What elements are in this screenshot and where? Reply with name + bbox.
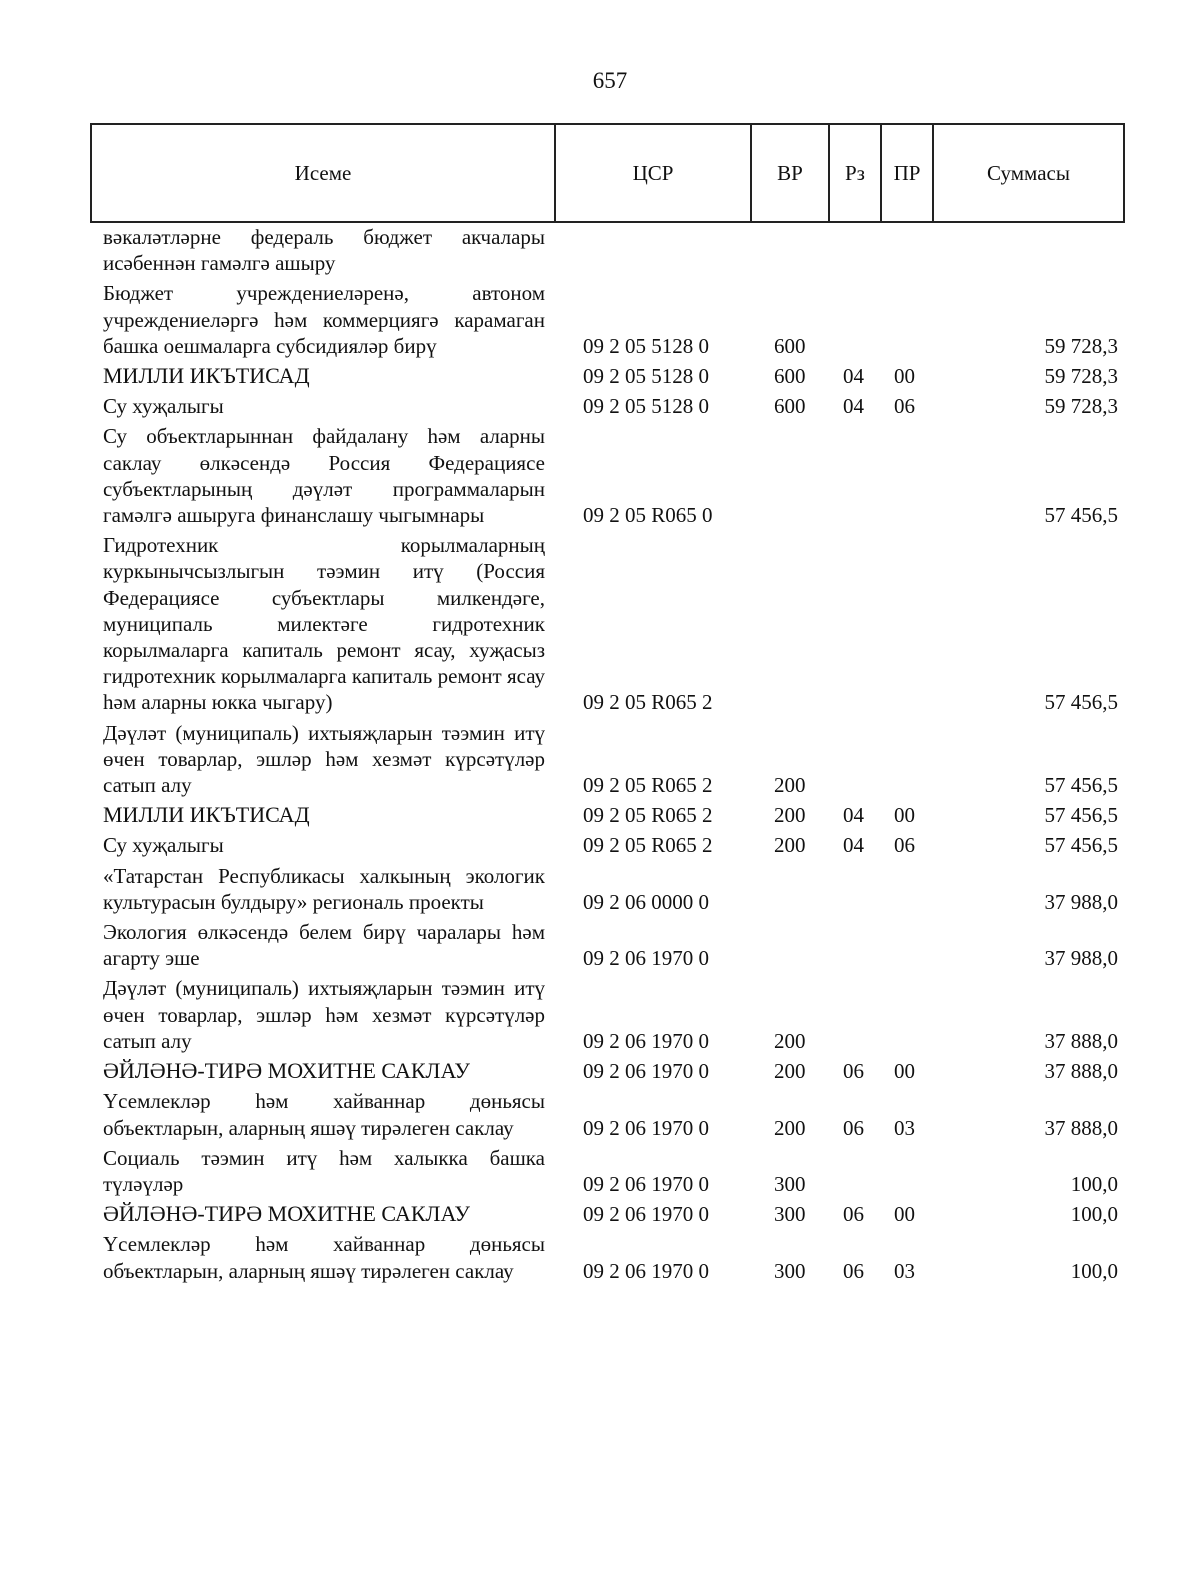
row-sum: 100,0 <box>1070 1258 1118 1283</box>
row-csr: 09 2 05 5128 0 <box>583 333 709 358</box>
row-name: ӘЙЛӘНӘ-ТИРӘ МОХИТНЕ САКЛАУ <box>103 1058 470 1084</box>
row-name: Үсемлекләр һәм хайваннар дөньясы объектларын, аларның яшәү тирәлеген саклау <box>103 1232 545 1283</box>
header-sum: Суммасы <box>987 160 1070 185</box>
row-csr: 09 2 05 R065 0 <box>583 503 713 528</box>
row-name: Бюджет учреждениеләренә, автоном учреждениеләргә һәм коммерциягә карамаган башка оешмаларга субсидияләр бирү <box>103 281 545 358</box>
table-row <box>0 1145 1200 1197</box>
row-pr: 06 <box>894 833 915 858</box>
row-name: «Татарстан Республикасы халкының экологик культурасын булдыру» региональ проекты <box>103 863 545 914</box>
row-csr: 09 2 06 1970 0 <box>583 1171 709 1196</box>
row-name: Су объектларыннан файдалану һәм аларны саклау өлкәсендә Россия Федерациясе субъектларының дәүләт программаларын гамәлгә ашыруга финанслашу чыгымнары <box>103 424 545 528</box>
page-number: 657 <box>592 68 628 93</box>
row-rz: 04 <box>843 833 864 858</box>
row-name: Гидротехник корылмаларның куркынычсызлыгын тәэмин итү (Россия Федерациясе субъектлары милкендәге, муниципаль милектәге гидротехник корылмаларга капиталь ремонт ясау, хуҗасыз гидротехник корылмаларга капиталь ремонт ясау һәм аларны юкка чыгару) <box>103 533 545 715</box>
row-vr: 600 <box>774 364 806 389</box>
row-sum: 37 888,0 <box>1044 1115 1118 1140</box>
table-row <box>0 802 1200 828</box>
row-sum: 59 728,3 <box>1044 364 1118 389</box>
row-csr: 09 2 05 R065 2 <box>583 803 713 828</box>
row-csr: 09 2 06 1970 0 <box>583 1028 709 1053</box>
row-name: Су хуҗалыгы <box>103 833 224 858</box>
row-pr: 06 <box>894 394 915 419</box>
row-rz: 06 <box>843 1059 864 1084</box>
row-name: Дәүләт (муниципаль) ихтыяҗларын тәэмин итү өчен товарлар, эшләр һәм хезмәт күрсәтүләр сатып алу <box>103 720 545 798</box>
header-pr: ПР <box>882 125 934 221</box>
row-rz: 04 <box>843 803 864 828</box>
row-vr: 200 <box>774 773 806 798</box>
row-vr: 600 <box>774 333 806 358</box>
table-row <box>0 919 1200 971</box>
row-csr: 09 2 05 R065 2 <box>583 833 713 858</box>
row-sum: 57 456,5 <box>1044 690 1118 715</box>
header-csr: ЦСР <box>556 125 752 221</box>
row-sum: 37 988,0 <box>1044 889 1118 914</box>
header-rz: Рз <box>830 125 882 221</box>
row-csr: 09 2 06 1970 0 <box>583 1115 709 1140</box>
row-name: вәкаләтләрне федераль бюджет акчалары исәбеннән гамәлгә ашыру <box>103 225 545 276</box>
row-vr: 200 <box>774 833 806 858</box>
row-name: МИЛЛИ ИКЪТИСАД <box>103 363 310 389</box>
table-row <box>0 280 1200 359</box>
table-body <box>0 224 1200 1288</box>
row-vr: 300 <box>774 1171 806 1196</box>
row-csr: 09 2 05 R065 2 <box>583 773 713 798</box>
table-row <box>0 863 1200 915</box>
header-vr: ВР <box>752 125 830 221</box>
row-vr: 300 <box>774 1258 806 1283</box>
table-row <box>0 224 1200 276</box>
row-sum: 57 456,5 <box>1044 803 1118 828</box>
row-csr: 09 2 06 1970 0 <box>583 1258 709 1283</box>
row-csr: 09 2 06 0000 0 <box>583 889 709 914</box>
row-pr: 00 <box>894 1202 915 1227</box>
row-pr: 00 <box>894 803 915 828</box>
row-name: Су хуҗалыгы <box>103 394 224 419</box>
row-sum: 37 888,0 <box>1044 1028 1118 1053</box>
row-name: Дәүләт (муниципаль) ихтыяҗларын тәэмин итү өчен товарлар, эшләр һәм хезмәт күрсәтүләр сатып алу <box>103 976 545 1053</box>
row-sum: 100,0 <box>1070 1202 1118 1227</box>
row-name: Экология өлкәсендә белем бирү чаралары һәм агарту эше <box>103 920 545 971</box>
row-name: Социаль тәэмин итү һәм халыкка башка түләүләр <box>103 1145 545 1196</box>
table-row <box>0 1231 1200 1283</box>
row-sum: 37 888,0 <box>1044 1059 1118 1084</box>
row-rz: 06 <box>843 1115 864 1140</box>
row-csr: 09 2 05 5128 0 <box>583 364 709 389</box>
table-row <box>0 1201 1200 1227</box>
row-name: МИЛЛИ ИКЪТИСАД <box>103 802 310 828</box>
row-vr: 200 <box>774 1059 806 1084</box>
row-sum: 59 728,3 <box>1044 333 1118 358</box>
table-row <box>0 532 1200 715</box>
row-vr: 200 <box>774 1028 806 1053</box>
row-vr: 200 <box>774 1115 806 1140</box>
table-row <box>0 720 1200 799</box>
table-row <box>0 975 1200 1054</box>
row-sum: 100,0 <box>1070 1171 1118 1196</box>
table-row <box>0 832 1200 858</box>
row-sum: 57 456,5 <box>1044 503 1118 528</box>
row-csr: 09 2 05 5128 0 <box>583 394 709 419</box>
row-pr: 03 <box>894 1115 915 1140</box>
row-sum: 37 988,0 <box>1044 946 1118 971</box>
table-row <box>0 1088 1200 1140</box>
row-csr: 09 2 05 R065 2 <box>583 690 713 715</box>
table-row <box>0 423 1200 528</box>
row-rz: 06 <box>843 1258 864 1283</box>
row-csr: 09 2 06 1970 0 <box>583 1202 709 1227</box>
row-csr: 09 2 06 1970 0 <box>583 1059 709 1084</box>
row-vr: 200 <box>774 803 806 828</box>
row-sum: 59 728,3 <box>1044 394 1118 419</box>
row-name: ӘЙЛӘНӘ-ТИРӘ МОХИТНЕ САКЛАУ <box>103 1201 470 1227</box>
header-name: Исеме <box>92 125 556 221</box>
row-csr: 09 2 06 1970 0 <box>583 946 709 971</box>
row-pr: 00 <box>894 1059 915 1084</box>
row-rz: 04 <box>843 364 864 389</box>
row-sum: 57 456,5 <box>1044 773 1118 798</box>
table-row <box>0 393 1200 419</box>
row-name: Үсемлекләр һәм хайваннар дөньясы объектларын, аларның яшәү тирәлеген саклау <box>103 1089 545 1140</box>
table-row <box>0 363 1200 389</box>
row-pr: 03 <box>894 1258 915 1283</box>
row-sum: 57 456,5 <box>1044 833 1118 858</box>
row-rz: 06 <box>843 1202 864 1227</box>
row-pr: 00 <box>894 364 915 389</box>
table-header <box>90 123 1125 223</box>
table-row <box>0 1058 1200 1084</box>
row-vr: 300 <box>774 1202 806 1227</box>
row-rz: 04 <box>843 394 864 419</box>
row-vr: 600 <box>774 394 806 419</box>
